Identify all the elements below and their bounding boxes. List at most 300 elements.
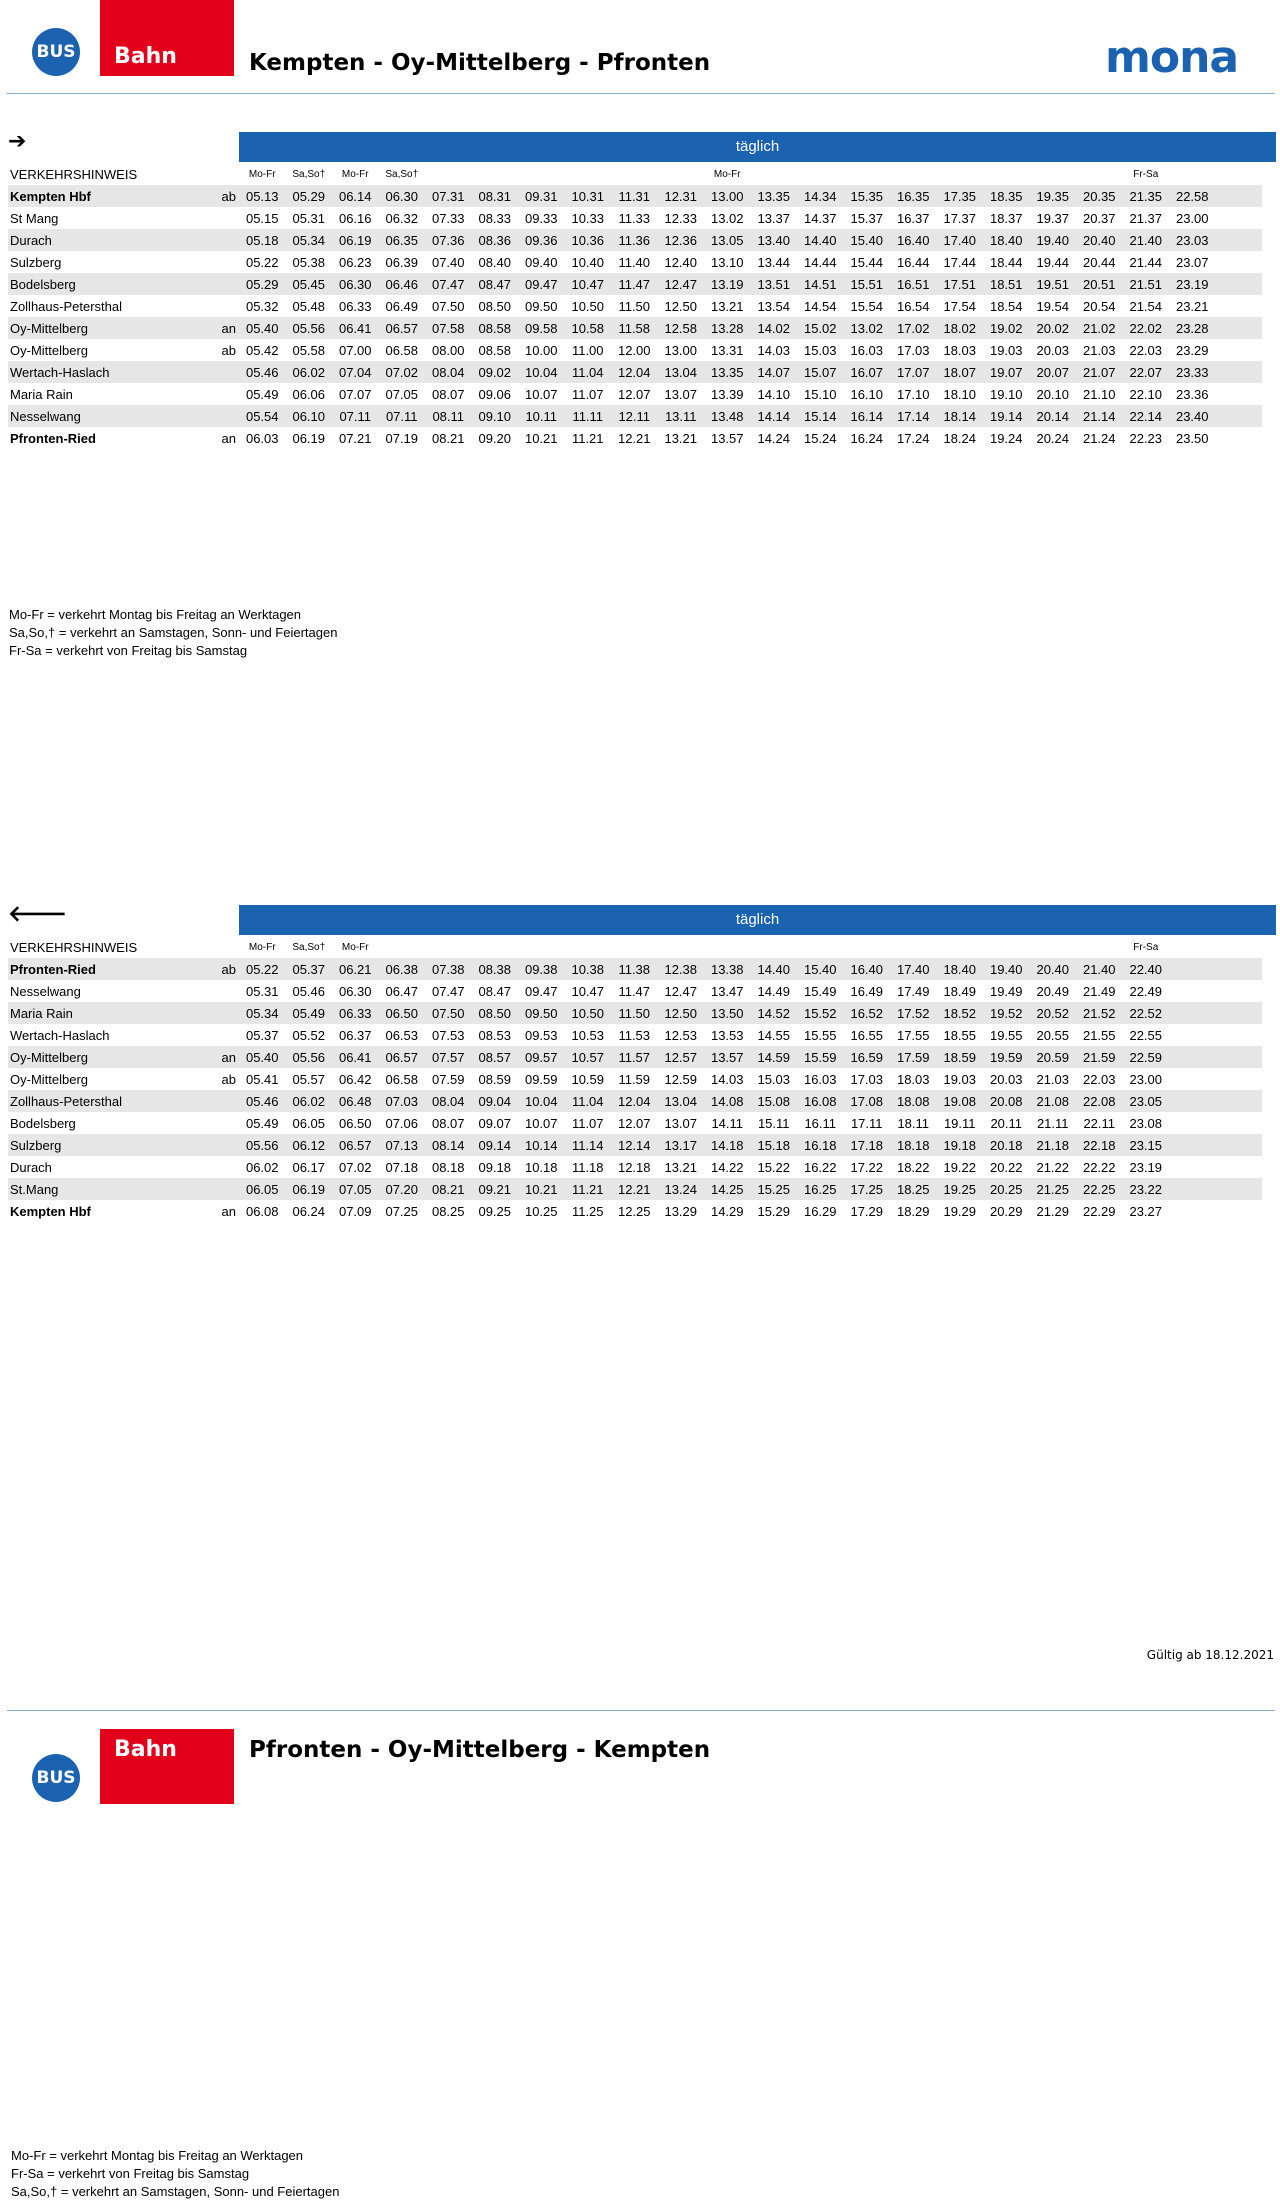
departure-time: 15.35 [844, 185, 891, 207]
table-row [8, 185, 1262, 207]
table-row [8, 273, 1262, 295]
departure-time: 06.08 [245, 1203, 279, 1219]
departure-time: 16.54 [896, 298, 930, 314]
departure-time: 11.21 [565, 1178, 612, 1200]
departure-time [1169, 1112, 1216, 1134]
departure-time: 05.52 [292, 1027, 326, 1043]
service-note [518, 936, 565, 958]
departure-time [1216, 1112, 1263, 1134]
departure-time: 14.40 [797, 229, 844, 251]
departure-time: 19.02 [983, 317, 1030, 339]
departure-time: 13.44 [757, 254, 791, 270]
departure-time: 17.55 [896, 1027, 930, 1043]
departure-time: 07.20 [379, 1178, 426, 1200]
departure-time: 17.03 [850, 1071, 884, 1087]
departure-time: 07.25 [385, 1203, 419, 1219]
departure-time: 11.36 [611, 229, 658, 251]
departure-time: 05.46 [292, 983, 326, 999]
station-name: Sulzberg [8, 1134, 178, 1156]
departure-time: 05.15 [245, 210, 279, 226]
departure-time: 11.00 [571, 342, 604, 358]
arrival-departure-marker [178, 1024, 239, 1046]
departure-time: 09.59 [524, 1071, 558, 1087]
departure-time [1216, 1200, 1263, 1222]
departure-time: 07.11 [332, 405, 379, 427]
bus-badge: BUS [32, 28, 80, 76]
departure-time: 12.04 [611, 361, 658, 383]
departure-time: 10.50 [565, 1002, 612, 1024]
departure-time: 09.25 [478, 1203, 512, 1219]
departure-time: 09.57 [518, 1046, 565, 1068]
station-name: St Mang [10, 210, 59, 226]
departure-time: 14.03 [710, 1071, 744, 1087]
departure-time [1216, 1024, 1263, 1046]
departure-time: 12.47 [658, 273, 705, 295]
arrival-departure-marker: ab [221, 342, 236, 358]
departure-time: 18.35 [983, 185, 1030, 207]
departure-time: 23.00 [1175, 210, 1209, 226]
departure-time: 15.24 [803, 430, 837, 446]
departure-time: 20.40 [1076, 229, 1123, 251]
departure-time: 07.04 [332, 361, 379, 383]
departure-time: 21.07 [1076, 361, 1123, 383]
departure-time: 16.59 [844, 1046, 891, 1068]
departure-time: 14.49 [757, 983, 791, 999]
departure-time: 09.47 [524, 983, 558, 999]
service-note: Fr-Sa [1133, 941, 1159, 953]
departure-time: 18.02 [937, 317, 984, 339]
departure-time: 16.11 [804, 1115, 837, 1131]
departure-time: 10.04 [518, 1090, 565, 1112]
departure-time: 13.04 [658, 361, 705, 383]
departure-time [1216, 295, 1263, 317]
departure-time: 14.10 [757, 386, 791, 402]
departure-time: 07.06 [385, 1115, 419, 1131]
departure-time [1216, 383, 1263, 405]
departure-time: 13.40 [751, 229, 798, 251]
departure-time: 14.11 [711, 1115, 744, 1131]
departure-time: 17.37 [943, 210, 977, 226]
mona-logo: mona [1105, 32, 1239, 83]
departure-time: 07.03 [379, 1090, 426, 1112]
table-row [8, 229, 1262, 251]
departure-time: 22.23 [1129, 430, 1163, 446]
departure-time: 15.49 [803, 983, 837, 999]
departure-time: 18.40 [983, 229, 1030, 251]
departure-time: 16.44 [896, 254, 930, 270]
departure-time: 09.14 [472, 1134, 519, 1156]
station-name: Bodelsberg [10, 1115, 76, 1131]
daily-banner: täglich [239, 132, 1276, 162]
departure-time: 19.25 [937, 1178, 984, 1200]
departure-time: 13.39 [710, 386, 744, 402]
departure-time: 11.47 [618, 983, 651, 999]
station-name: Pfronten-Ried [10, 430, 96, 446]
departure-time: 10.18 [524, 1159, 558, 1175]
departure-time: 14.52 [751, 1002, 798, 1024]
top-header [0, 0, 1280, 100]
service-note [1216, 936, 1263, 958]
departure-time: 14.59 [751, 1046, 798, 1068]
service-note: Mo-Fr [248, 168, 276, 180]
departure-time: 12.33 [664, 210, 698, 226]
departure-time: 13.28 [704, 317, 751, 339]
departure-time: 21.02 [1076, 317, 1123, 339]
departure-time: 22.59 [1123, 1046, 1170, 1068]
departure-time: 17.59 [890, 1046, 937, 1068]
service-note [704, 936, 751, 958]
table-row [8, 317, 1262, 339]
departure-time: 17.44 [943, 254, 977, 270]
departure-time: 11.07 [571, 386, 604, 402]
departure-time: 22.03 [1082, 1071, 1116, 1087]
departure-time: 08.50 [478, 298, 512, 314]
departure-time: 05.40 [239, 1046, 286, 1068]
table-row [8, 427, 1262, 449]
daily-banner: täglich [239, 905, 1276, 935]
departure-time: 21.03 [1036, 1071, 1070, 1087]
service-note [1169, 936, 1216, 958]
departure-time: 06.41 [332, 1046, 379, 1068]
departure-time: 17.29 [850, 1203, 884, 1219]
service-note [890, 163, 937, 185]
departure-time: 15.40 [844, 229, 891, 251]
departure-time: 16.22 [803, 1159, 837, 1175]
departure-time: 09.47 [518, 273, 565, 295]
departure-time: 17.03 [896, 342, 930, 358]
departure-time: 05.37 [286, 958, 333, 980]
departure-time: 11.50 [611, 1002, 658, 1024]
departure-time: 07.19 [385, 430, 419, 446]
departure-time: 05.45 [286, 273, 333, 295]
departure-time: 19.18 [937, 1134, 984, 1156]
departure-time: 18.25 [890, 1178, 937, 1200]
departure-time: 09.50 [524, 298, 558, 314]
departure-time: 11.57 [611, 1046, 658, 1068]
table-row [8, 1178, 1262, 1200]
departure-time: 19.37 [1036, 210, 1070, 226]
notice-spacer [178, 163, 239, 185]
departure-time: 17.52 [890, 1002, 937, 1024]
arrival-departure-marker [178, 361, 239, 383]
departure-time: 15.14 [797, 405, 844, 427]
departure-time: 16.18 [797, 1134, 844, 1156]
service-note [1030, 936, 1077, 958]
departure-time: 08.59 [478, 1071, 512, 1087]
departure-time: 11.33 [618, 210, 651, 226]
departure-time: 07.11 [379, 405, 426, 427]
service-note [611, 163, 658, 185]
station-name: St.Mang [8, 1178, 178, 1200]
departure-time: 12.04 [611, 1090, 658, 1112]
service-note [797, 936, 844, 958]
departure-time: 17.51 [937, 273, 984, 295]
departure-time: 07.40 [431, 254, 465, 270]
departure-time: 23.07 [1175, 254, 1209, 270]
notice-row [8, 163, 1262, 185]
departure-time: 14.14 [751, 405, 798, 427]
departure-time: 16.03 [850, 342, 884, 358]
arrival-departure-marker [178, 273, 239, 295]
departure-time: 08.47 [472, 273, 519, 295]
table-row [8, 1134, 1262, 1156]
departure-time: 07.47 [431, 983, 465, 999]
departure-time: 07.36 [425, 229, 472, 251]
departure-time: 08.07 [431, 386, 465, 402]
departure-time: 21.24 [1082, 430, 1116, 446]
departure-time: 11.11 [565, 405, 612, 427]
station-name: Durach [10, 1159, 52, 1175]
departure-time: 10.00 [524, 342, 558, 358]
departure-time: 12.18 [617, 1159, 651, 1175]
departure-time: 09.06 [478, 386, 512, 402]
departure-time: 16.49 [850, 983, 884, 999]
departure-time: 20.14 [1030, 405, 1077, 427]
departure-time: 07.05 [332, 1178, 379, 1200]
departure-time: 13.10 [710, 254, 744, 270]
departure-time: 15.44 [850, 254, 884, 270]
service-note [937, 936, 984, 958]
departure-time: 06.42 [338, 1071, 372, 1087]
departure-time: 08.18 [431, 1159, 465, 1175]
departure-time: 06.53 [385, 1027, 419, 1043]
departure-time: 06.12 [286, 1134, 333, 1156]
timetable [8, 163, 1262, 449]
departure-time [1216, 361, 1263, 383]
departure-time: 21.40 [1076, 958, 1123, 980]
departure-time: 08.21 [425, 1178, 472, 1200]
departure-time: 14.40 [751, 958, 798, 980]
departure-time: 15.22 [757, 1159, 791, 1175]
departure-time: 13.02 [844, 317, 891, 339]
departure-time: 14.24 [757, 430, 791, 446]
service-note [844, 163, 891, 185]
departure-time: 15.07 [797, 361, 844, 383]
departure-time: 16.52 [844, 1002, 891, 1024]
departure-time: 07.53 [431, 1027, 465, 1043]
departure-time: 08.07 [431, 1115, 465, 1131]
service-note [1076, 936, 1123, 958]
departure-time: 15.29 [757, 1203, 791, 1219]
departure-time: 13.54 [757, 298, 791, 314]
departure-time: 17.10 [896, 386, 930, 402]
departure-time: 05.29 [286, 185, 333, 207]
departure-time: 06.33 [332, 1002, 379, 1024]
departure-time: 21.54 [1129, 298, 1163, 314]
departure-time: 19.49 [989, 983, 1023, 999]
departure-time: 08.04 [425, 361, 472, 383]
departure-time: 05.38 [292, 254, 326, 270]
legend-line: Fr-Sa = verkehrt von Freitag bis Samstag [11, 2166, 250, 2181]
departure-time: 12.50 [664, 298, 698, 314]
departure-time: 13.35 [704, 361, 751, 383]
departure-time: 22.18 [1076, 1134, 1123, 1156]
departure-time: 18.40 [937, 958, 984, 980]
service-note [379, 936, 426, 958]
departure-time: 21.14 [1076, 405, 1123, 427]
departure-time: 09.02 [472, 361, 519, 383]
departure-time: 06.38 [379, 958, 426, 980]
departure-time: 12.47 [664, 983, 698, 999]
service-note [983, 163, 1030, 185]
service-note [472, 936, 519, 958]
station-name: Oy-Mittelberg [10, 342, 89, 358]
table-row [8, 251, 1262, 273]
departure-time: 13.07 [664, 386, 698, 402]
departure-time: 18.24 [943, 430, 977, 446]
departure-time: 19.14 [983, 405, 1030, 427]
departure-time: 13.57 [710, 430, 744, 446]
service-note [658, 936, 705, 958]
arrival-departure-marker: an [178, 1046, 239, 1068]
departure-time [1216, 251, 1263, 273]
departure-time: 11.59 [618, 1071, 651, 1087]
departure-time: 07.09 [338, 1203, 372, 1219]
departure-time: 17.54 [943, 298, 977, 314]
departure-time: 06.02 [286, 361, 333, 383]
departure-time: 10.50 [571, 298, 605, 314]
departure-time: 05.48 [292, 298, 326, 314]
service-note [565, 936, 612, 958]
departure-time: 17.02 [890, 317, 937, 339]
table-row [8, 1090, 1262, 1112]
departure-time: 05.49 [286, 1002, 333, 1024]
departure-time: 06.57 [379, 317, 426, 339]
departure-time: 20.03 [1036, 342, 1070, 358]
departure-time [1216, 207, 1263, 229]
departure-time: 11.07 [571, 1115, 604, 1131]
departure-time: 05.31 [292, 210, 326, 226]
departure-time: 14.29 [710, 1203, 744, 1219]
departure-time: 14.02 [751, 317, 798, 339]
departure-time: 17.18 [844, 1134, 891, 1156]
departure-time: 23.00 [1129, 1071, 1163, 1087]
departure-time [1216, 1156, 1263, 1178]
departure-time: 05.31 [245, 983, 279, 999]
departure-time [1216, 273, 1263, 295]
departure-time: 08.38 [472, 958, 519, 980]
table-row [8, 1068, 1262, 1090]
departure-time: 17.35 [937, 185, 984, 207]
departure-time: 19.52 [983, 1002, 1030, 1024]
departure-time: 08.25 [431, 1203, 465, 1219]
departure-time: 08.47 [478, 983, 512, 999]
departure-time: 08.33 [478, 210, 512, 226]
departure-time: 10.04 [518, 361, 565, 383]
departure-time: 23.27 [1129, 1203, 1163, 1219]
departure-time: 19.03 [989, 342, 1023, 358]
departure-time: 21.08 [1030, 1090, 1077, 1112]
departure-time [1169, 1024, 1216, 1046]
service-note: Mo-Fr [248, 941, 276, 953]
departure-time: 13.57 [704, 1046, 751, 1068]
departure-time [1216, 958, 1263, 980]
departure-time: 15.03 [757, 1071, 791, 1087]
departure-time: 07.18 [385, 1159, 419, 1175]
arrival-departure-marker: an [221, 430, 236, 446]
departure-time: 16.07 [844, 361, 891, 383]
departure-time: 10.36 [565, 229, 612, 251]
departure-time: 14.25 [704, 1178, 751, 1200]
departure-time: 06.30 [379, 185, 426, 207]
departure-time: 19.40 [983, 958, 1030, 980]
departure-time [1216, 405, 1263, 427]
table-row [8, 1200, 1262, 1222]
departure-time: 22.40 [1123, 958, 1170, 980]
departure-time: 09.50 [518, 1002, 565, 1024]
departure-time: 21.55 [1082, 1027, 1116, 1043]
departure-time: 06.19 [292, 430, 326, 446]
departure-time: 06.32 [385, 210, 419, 226]
departure-time: 23.15 [1123, 1134, 1170, 1156]
departure-time [1216, 980, 1263, 1002]
service-note [797, 163, 844, 185]
service-note: Sa,So† [385, 168, 419, 180]
service-note: Mo-Fr [341, 168, 369, 180]
departure-time: 05.54 [239, 405, 286, 427]
departure-time: 18.52 [937, 1002, 984, 1024]
departure-time: 07.05 [385, 386, 419, 402]
departure-time: 07.38 [425, 958, 472, 980]
departure-time: 19.55 [989, 1027, 1023, 1043]
departure-time: 16.10 [850, 386, 884, 402]
table-row [8, 405, 1262, 427]
departure-time: 15.03 [803, 342, 837, 358]
departure-time: 18.44 [989, 254, 1023, 270]
arrival-departure-marker [178, 1090, 239, 1112]
departure-time: 10.31 [565, 185, 612, 207]
service-note [890, 936, 937, 958]
departure-time: 06.30 [332, 273, 379, 295]
arrival-departure-marker [178, 229, 239, 251]
station-name: Oy-Mittelberg [10, 1071, 89, 1087]
station-name: Maria Rain [10, 386, 73, 402]
departure-time: 18.07 [937, 361, 984, 383]
departure-time: 22.49 [1129, 983, 1163, 999]
departure-time: 18.59 [937, 1046, 984, 1068]
departure-time: 17.24 [896, 430, 930, 446]
table-row [8, 1156, 1262, 1178]
departure-time [1169, 1200, 1216, 1222]
departure-time: 09.58 [518, 317, 565, 339]
departure-time: 16.14 [844, 405, 891, 427]
arrival-departure-marker: ab [178, 958, 239, 980]
departure-time: 08.40 [478, 254, 512, 270]
arrival-departure-marker [178, 383, 239, 405]
departure-time: 13.21 [710, 298, 744, 314]
departure-time: 20.59 [1030, 1046, 1077, 1068]
departure-time: 05.40 [239, 317, 286, 339]
header-divider [7, 93, 1275, 94]
departure-time: 21.11 [1036, 1115, 1069, 1131]
departure-time: 16.51 [890, 273, 937, 295]
departure-time: 17.49 [896, 983, 930, 999]
departure-time: 17.40 [937, 229, 984, 251]
departure-time: 05.57 [292, 1071, 326, 1087]
departure-time: 16.35 [890, 185, 937, 207]
arrow-right-icon: ➔ [8, 128, 27, 153]
arrival-departure-marker: ab [221, 1071, 236, 1087]
departure-time: 21.18 [1030, 1134, 1077, 1156]
station-name: Oy-Mittelberg [8, 1046, 178, 1068]
departure-time: 19.51 [1030, 273, 1077, 295]
departure-time: 06.21 [332, 958, 379, 980]
service-note [611, 936, 658, 958]
departure-time: 23.50 [1175, 430, 1209, 446]
departure-time: 16.08 [797, 1090, 844, 1112]
departure-time: 10.40 [571, 254, 605, 270]
table-row [8, 1002, 1262, 1024]
